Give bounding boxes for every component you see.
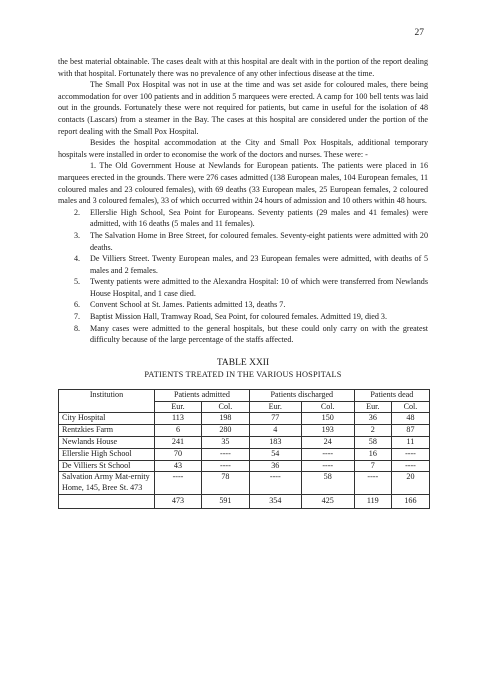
table-group-header-row <box>59 389 430 401</box>
page-number: 27 <box>414 28 424 38</box>
totals-label-cell <box>59 495 155 509</box>
institution-cell: Salvation Army Mat-ernity Home, 145, Bree St. 473 <box>59 472 155 495</box>
value-cell: 150 <box>301 413 354 425</box>
value-cell: 16 <box>354 448 391 460</box>
total-cell: 473 <box>155 495 202 509</box>
list-item-number: 2. <box>74 207 81 217</box>
list-item <box>58 311 428 323</box>
total-cell: 425 <box>301 495 354 509</box>
value-cell: ---- <box>155 472 202 495</box>
hospitals-table <box>58 389 430 509</box>
sub-header: Eur. <box>155 401 202 413</box>
value-cell: ---- <box>249 472 301 495</box>
header-discharged: Patients discharged <box>249 389 354 401</box>
institution-cell: Rentzkies Farm <box>59 425 155 437</box>
list-item <box>58 299 428 311</box>
list-item-number: 3. <box>74 230 81 240</box>
table-totals-row <box>59 495 430 509</box>
institution-cell: Newlands House <box>59 437 155 449</box>
value-cell: 113 <box>155 413 202 425</box>
value-cell: ---- <box>391 448 429 460</box>
list-item-number: 6. <box>74 300 81 310</box>
list-item-text: Convent School at St. James. Patients admitted 13, deaths 7. <box>90 300 286 310</box>
value-cell: 58 <box>354 437 391 449</box>
value-cell: 193 <box>301 425 354 437</box>
value-cell: ---- <box>201 460 249 472</box>
value-cell: 43 <box>155 460 202 472</box>
institution-cell: De Villiers St School <box>59 460 155 472</box>
list-item <box>58 253 428 276</box>
list-item-number: 8. <box>74 323 81 333</box>
value-cell: 36 <box>249 460 301 472</box>
value-cell: 6 <box>155 425 202 437</box>
list-item-number: 4. <box>74 254 81 264</box>
table-row <box>59 460 430 472</box>
value-cell: 36 <box>354 413 391 425</box>
value-cell: 280 <box>201 425 249 437</box>
table-row <box>59 425 430 437</box>
header-institution: Institution <box>59 389 155 413</box>
table-row <box>59 448 430 460</box>
paragraph-2: The Small Pox Hospital was not in use at the time and was set aside for coloured males, there being accommodation for over 100 patients and in addition 5 marquees were erected. A camp for 100 bell tents was laid out in the grounds. Fortunately these were not required for patients, but came in useful for the isolation of 48 contacts (Lascars) from a steamer in the Bay. The cases at this hospital are considered under the portion of the report dealing with the Small Pox Hospital. <box>58 80 428 136</box>
value-cell: 2 <box>354 425 391 437</box>
list-item <box>58 276 428 299</box>
value-cell: 4 <box>249 425 301 437</box>
list-item-number: 5. <box>74 277 81 287</box>
total-cell: 166 <box>391 495 429 509</box>
value-cell: ---- <box>301 448 354 460</box>
value-cell: 20 <box>391 472 429 495</box>
list-item <box>58 323 428 346</box>
total-cell: 354 <box>249 495 301 509</box>
total-cell: 119 <box>354 495 391 509</box>
list-item-number: 7. <box>74 312 81 322</box>
paragraph-3: Besides the hospital accommodation at the City and Small Pox Hospitals, additional temporary hospitals were installed in order to economise the work of the doctors and nurses. These were: - <box>58 138 428 159</box>
table-body <box>59 413 430 495</box>
sub-header: Eur. <box>249 401 301 413</box>
table-row <box>59 437 430 449</box>
list-item-text: The Salvation Home in Bree Street, for coloured females. Seventy-eight patients were admitted with 20 deaths. <box>90 230 428 252</box>
sub-header: Eur. <box>354 401 391 413</box>
list-item-number: 1. <box>90 161 97 171</box>
list-item-text: Twenty patients were admitted to the Alexandra Hospital: 10 of which were transferred from Newlands House Hospital, and 1 case died. <box>90 277 428 298</box>
list-item <box>58 207 428 230</box>
sub-header: Col. <box>391 401 429 413</box>
list-item-text: Baptist Mission Hall, Tramway Road, Sea Point, for coloured females. Admitted 19, died 3. <box>90 312 387 322</box>
list-item <box>58 160 428 206</box>
list-item <box>58 230 428 253</box>
value-cell: 241 <box>155 437 202 449</box>
value-cell: 24 <box>301 437 354 449</box>
header-admitted: Patients admitted <box>155 389 250 401</box>
value-cell: ---- <box>354 472 391 495</box>
list-item-text: Many cases were admitted to the general hospitals, but these could only carry on with the greatest difficulty because of the large percentage of the staffs affected. <box>90 323 428 345</box>
value-cell: 77 <box>249 413 301 425</box>
sub-header: Col. <box>201 401 249 413</box>
document-body <box>58 56 428 509</box>
value-cell: 78 <box>201 472 249 495</box>
value-cell: 54 <box>249 448 301 460</box>
value-cell: 48 <box>391 413 429 425</box>
list-item-text: The Old Government House at Newlands for European patients. The patients were placed in 16 marquees erected in the grounds. There were 276 cases admitted (138 European males, 104 European females, 11 coloured males and 23 coloured females), with 69 deaths (33 European males, 25 European females, 2 coloured males and 3 coloured females), 33 of which occurred within 24 hours of admission and 10 others within 48 hours. <box>58 161 428 206</box>
value-cell: 7 <box>354 460 391 472</box>
institution-cell: Ellerslie High School <box>59 448 155 460</box>
table-title: TABLE XXII <box>216 357 270 368</box>
table-row <box>59 413 430 425</box>
hospital-list <box>58 160 428 346</box>
table-row <box>59 472 430 495</box>
sub-header: Col. <box>301 401 354 413</box>
value-cell: 183 <box>249 437 301 449</box>
value-cell: ---- <box>201 448 249 460</box>
value-cell: 198 <box>201 413 249 425</box>
value-cell: 11 <box>391 437 429 449</box>
value-cell: ---- <box>301 460 354 472</box>
institution-cell: City Hospital <box>59 413 155 425</box>
value-cell: 70 <box>155 448 202 460</box>
header-dead: Patients dead <box>354 389 429 401</box>
paragraph-1: the best material obtainable. The cases dealt with at this hospital are dealt with in the portion of the report dealing with that hospital. Fortunately there was no prevalence of any other infectious disease at the time. <box>58 57 428 78</box>
list-item-text: Ellerslie High School, Sea Point for Europeans. Seventy patients (29 males and 41 females) were admitted, with 16 deaths (5 males and 11 females). <box>90 207 428 229</box>
table-subtitle: PATIENTS TREATED IN THE VARIOUS HOSPITALS <box>144 369 342 379</box>
list-item-text: De Villiers Street. Twenty European males, and 23 European females were admitted, with deaths of 5 males and 2 females. <box>90 254 428 275</box>
value-cell: 35 <box>201 437 249 449</box>
total-cell: 591 <box>201 495 249 509</box>
value-cell: 87 <box>391 425 429 437</box>
value-cell: 58 <box>301 472 354 495</box>
value-cell: ---- <box>391 460 429 472</box>
